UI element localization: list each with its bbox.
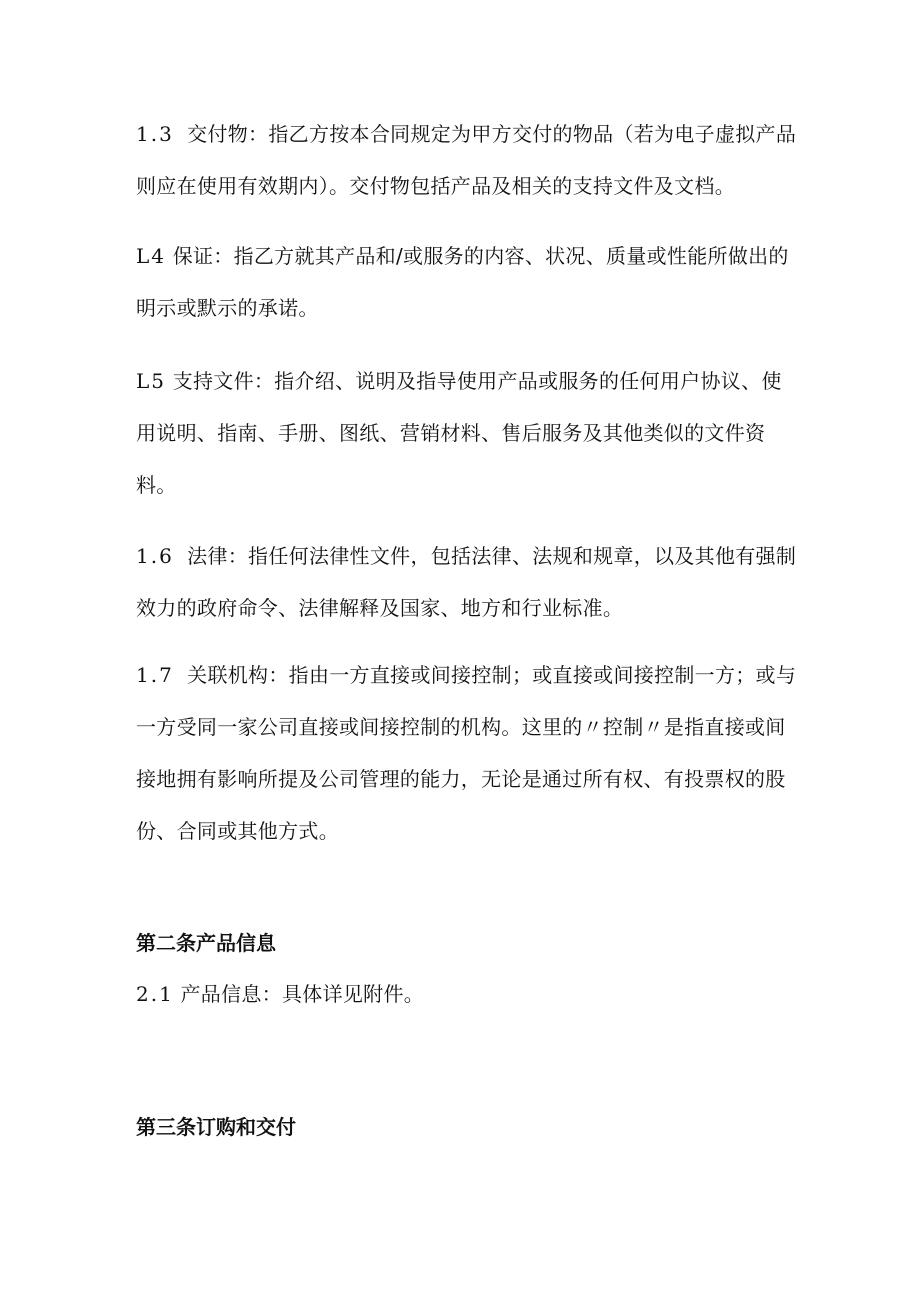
clause-line xyxy=(136,649,796,701)
clause-text: 支持文件：指介绍、说明及指导使用产品或服务的任何用户协议、使 xyxy=(172,369,782,393)
clause-line xyxy=(136,230,796,282)
section-heading-3: 第三条订购和交付 xyxy=(136,1115,296,1139)
clause-1-4 xyxy=(136,230,796,334)
clause-number: 1.7 xyxy=(136,663,174,687)
section-heading-2: 第二条产品信息 xyxy=(136,931,276,955)
clause-text: 份、合同或其他方式。 xyxy=(136,819,339,843)
clause-text: 接地拥有影响所提及公司管理的能力，无论是通过所有权、有投票权的股 xyxy=(136,767,786,791)
clause-line xyxy=(136,968,796,1020)
clause-2-1 xyxy=(136,968,796,1020)
clause-text: 一方受同一家公司直接或间接控制的机构。这里的〃控制〃是指直接或间 xyxy=(136,715,786,739)
clause-text: 法律：指任何法律性文件，包括法律、法规和规章，以及其他有强制 xyxy=(187,544,797,568)
clause-text: 效力的政府命令、法律解释及国家、地方和行业标准。 xyxy=(136,596,624,620)
clause-1-6 xyxy=(136,530,796,634)
clause-text: 则应在使用有效期内）。交付物包括产品及相关的支持文件及文档。 xyxy=(136,174,735,198)
clause-number: L4 xyxy=(136,244,167,268)
clause-1-7 xyxy=(136,649,796,857)
clause-1-5 xyxy=(136,355,796,511)
clause-line xyxy=(136,108,796,160)
clause-1-3 xyxy=(136,108,796,212)
clause-number: 2.1 xyxy=(136,982,174,1006)
clause-text: 产品信息：具体详见附件。 xyxy=(180,982,425,1006)
clause-number: 1.3 xyxy=(136,122,174,146)
clause-number: 1.6 xyxy=(136,544,174,568)
clause-line xyxy=(136,355,796,407)
clause-text: 明示或默示的承诺。 xyxy=(136,296,319,320)
clause-text: 交付物：指乙方按本合同规定为甲方交付的物品（若为电子虚拟产品 xyxy=(187,122,797,146)
clause-text: 保证：指乙方就其产品和/或服务的内容、状况、质量或性能所做出的 xyxy=(172,244,789,268)
clause-text: 关联机构：指由一方直接或间接控制；或直接或间接控制一方；或与 xyxy=(187,663,797,687)
clause-number: L5 xyxy=(136,369,167,393)
clause-text: 料。 xyxy=(136,473,177,497)
clause-text: 用说明、指南、手册、图纸、营销材料、售后服务及其他类似的文件资 xyxy=(136,421,766,445)
clause-line xyxy=(136,530,796,582)
